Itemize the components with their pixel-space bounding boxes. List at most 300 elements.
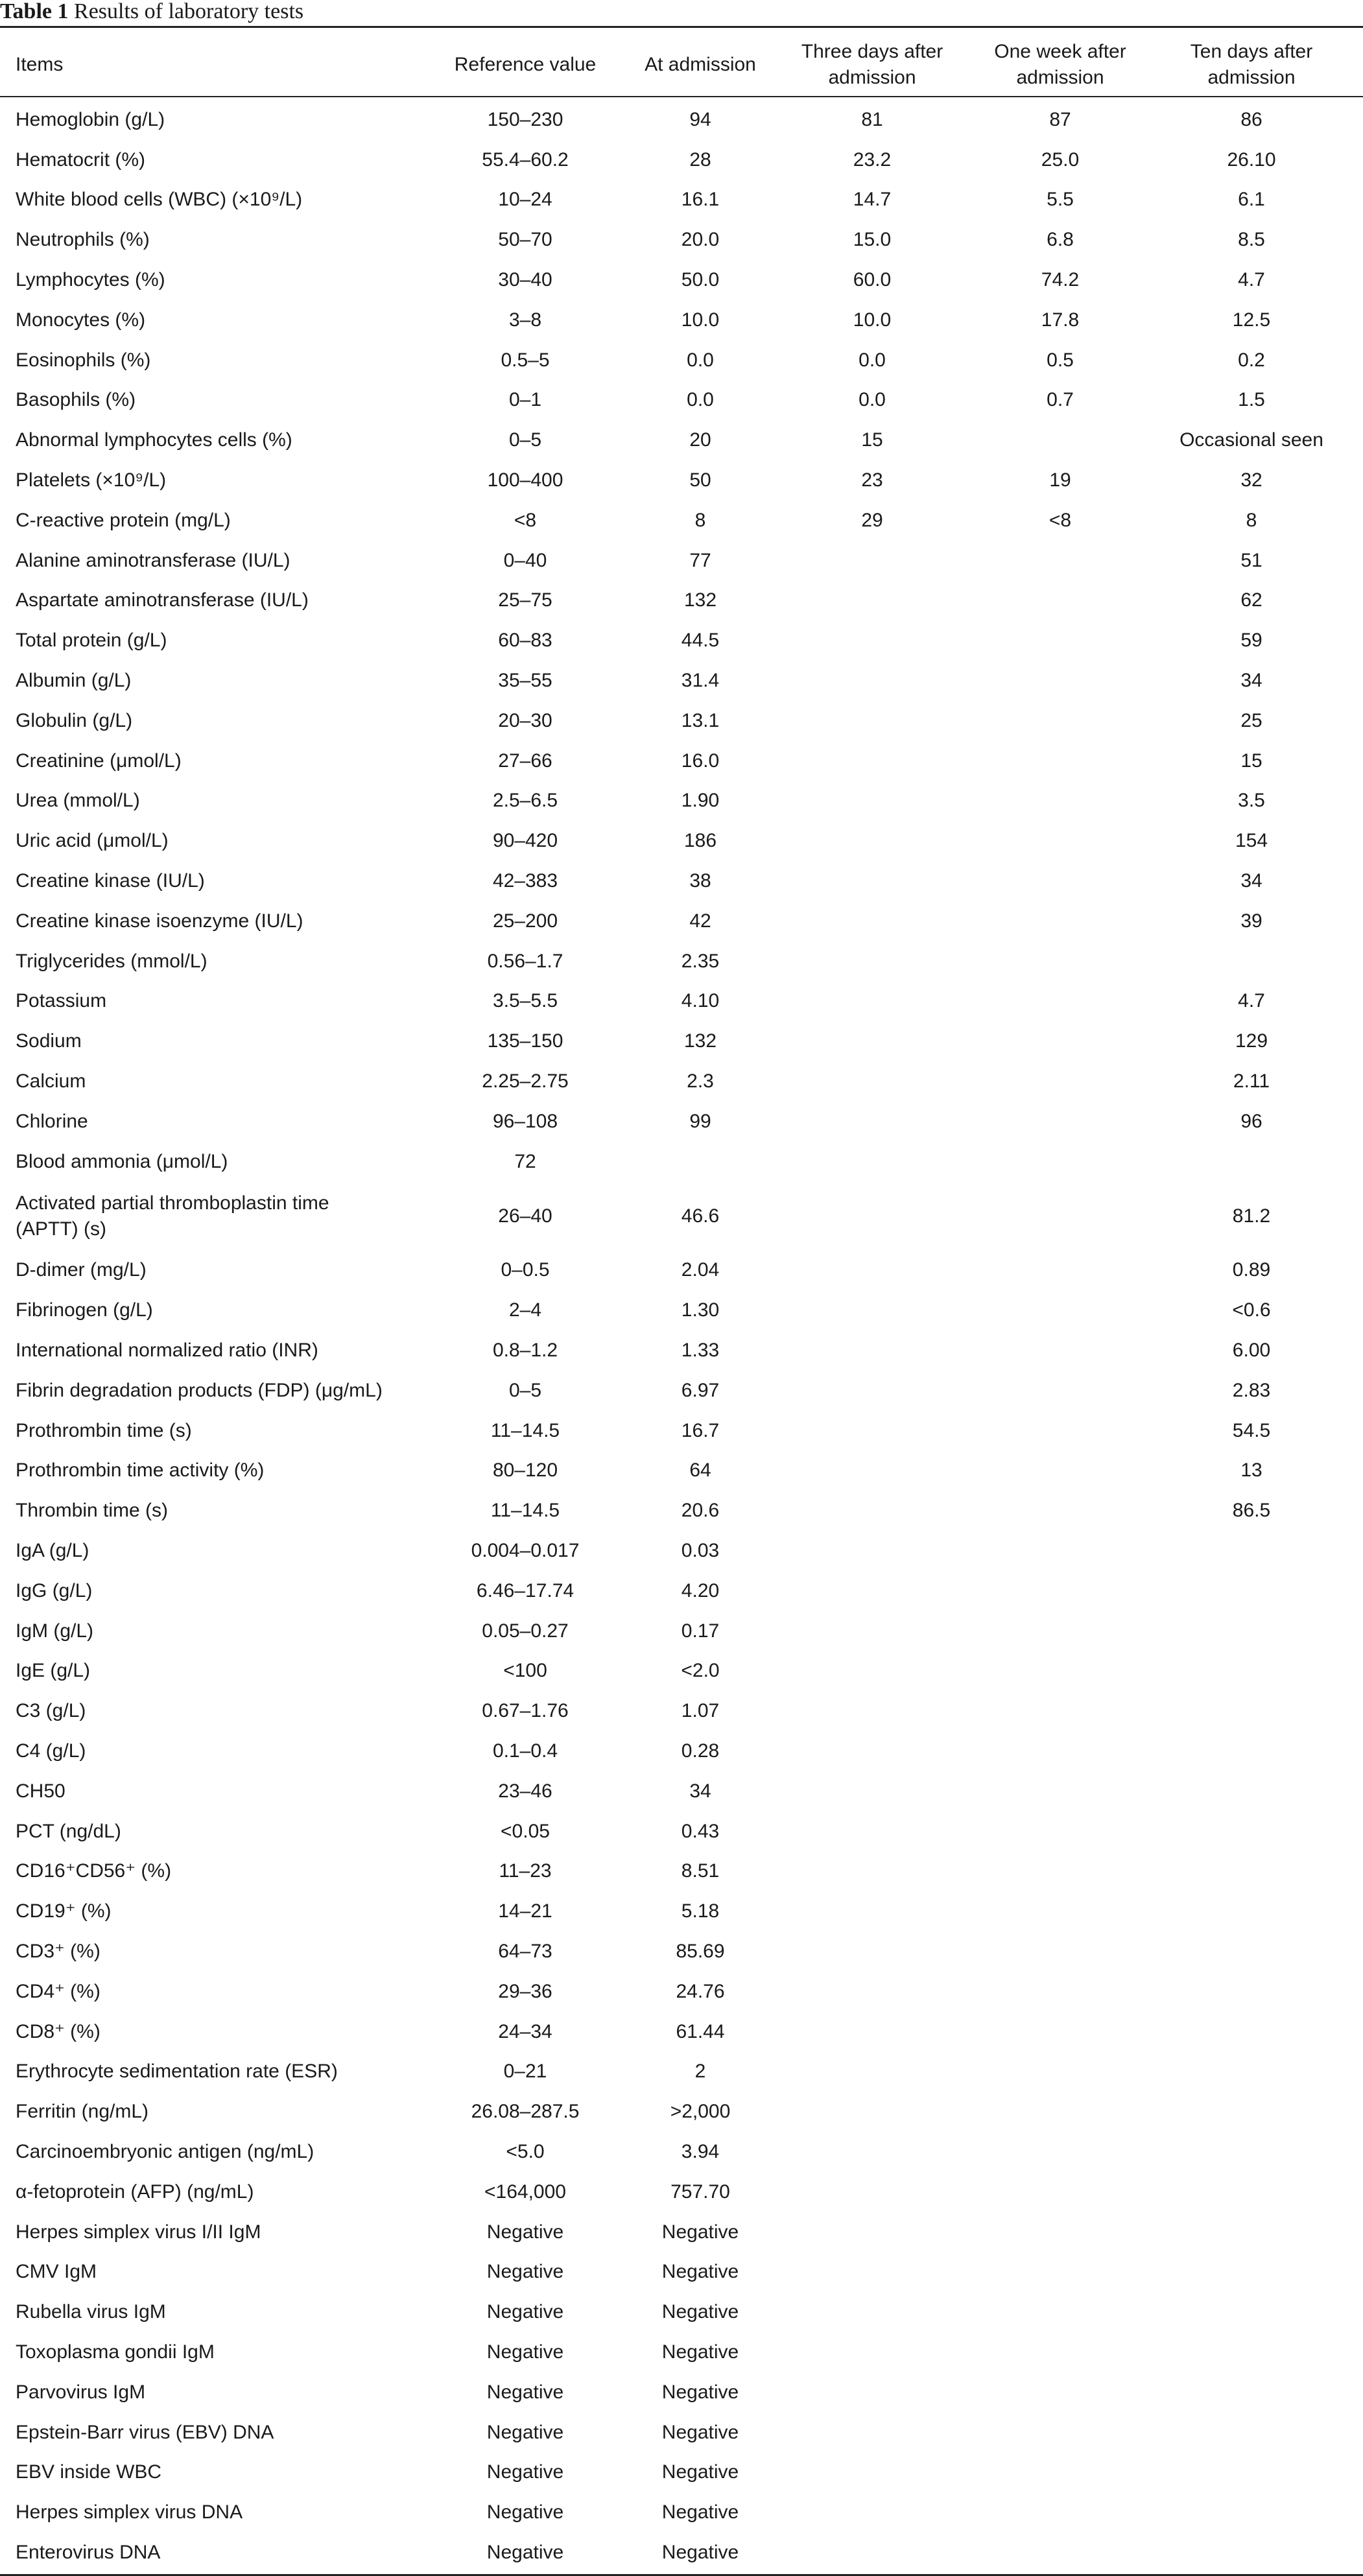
header-reference-value xyxy=(428,35,622,95)
cell-admission: 2.3 xyxy=(687,1070,714,1093)
cell-reference: 29–36 xyxy=(498,1980,552,2002)
cell-ten-days: 96 xyxy=(1240,1110,1262,1132)
cell-admission: 24.76 xyxy=(676,1980,725,2002)
cell-one-week xyxy=(966,1852,1154,1892)
cell-admission: 16.1 xyxy=(681,189,720,211)
cell-one-week: 6.8 xyxy=(1047,229,1074,251)
table-row xyxy=(0,2332,1363,2372)
cell-one-week xyxy=(966,781,1154,821)
cell-three-days xyxy=(778,982,966,1022)
cell-admission: Negative xyxy=(661,2221,739,2243)
cell-reference: 0.5–5 xyxy=(501,349,550,371)
table-title: Results of laboratory tests xyxy=(74,0,304,23)
table-row xyxy=(0,1771,1363,1812)
cell-reference: Negative xyxy=(486,2221,564,2243)
table-row xyxy=(0,1451,1363,1491)
cell-three-days xyxy=(778,1852,966,1892)
cell-three-days xyxy=(778,2092,966,2132)
cell-three-days xyxy=(778,1891,966,1932)
table-row xyxy=(0,2212,1363,2252)
cell-one-week xyxy=(966,1491,1154,1531)
cell-ten-days: 34 xyxy=(1240,870,1262,892)
cell-ten-days: 2.11 xyxy=(1233,1070,1270,1093)
cell-three-days xyxy=(778,581,966,621)
cell-item: Parvovirus IgM xyxy=(16,2381,146,2403)
cell-ten-days: 154 xyxy=(1235,830,1268,852)
cell-reference: 23–46 xyxy=(498,1780,552,1802)
header-line: admission xyxy=(1016,67,1104,88)
cell-item: CD4⁺ (%) xyxy=(16,1980,101,2002)
cell-one-week xyxy=(966,1932,1154,1972)
cell-reference: 26–40 xyxy=(498,1205,552,1227)
table-row xyxy=(0,300,1363,340)
header-items xyxy=(16,35,405,95)
cell-item: IgM (g/L) xyxy=(16,1620,94,1642)
cell-one-week xyxy=(966,581,1154,621)
cell-ten-days xyxy=(1154,1972,1349,2012)
cell-item: Lymphocytes (%) xyxy=(16,269,165,291)
cell-admission: Negative xyxy=(661,2421,739,2443)
cell-item: Globulin (g/L) xyxy=(16,709,133,731)
cell-admission: 0.0 xyxy=(687,389,714,411)
cell-one-week xyxy=(966,1691,1154,1731)
cell-admission: 50 xyxy=(689,469,711,491)
cell-admission: 2 xyxy=(694,2061,706,2083)
cell-one-week xyxy=(966,420,1154,460)
cell-three-days xyxy=(778,2453,966,2493)
cell-reference: 60–83 xyxy=(498,630,552,652)
cell-one-week xyxy=(966,1371,1154,1411)
table-row xyxy=(0,1251,1363,1291)
cell-one-week xyxy=(966,1891,1154,1932)
cell-ten-days: 51 xyxy=(1240,549,1262,571)
cell-three-days: 15.0 xyxy=(853,229,892,251)
cell-one-week xyxy=(966,1102,1154,1142)
cell-reference: 11–14.5 xyxy=(490,1500,560,1522)
cell-one-week xyxy=(966,1731,1154,1771)
cell-reference: 25–200 xyxy=(492,910,558,932)
cell-ten-days xyxy=(1154,1142,1349,1182)
cell-three-days xyxy=(778,1290,966,1330)
table-row xyxy=(0,140,1363,180)
cell-admission: 186 xyxy=(683,830,717,852)
table-row xyxy=(0,1571,1363,1611)
cell-three-days: 23.2 xyxy=(853,148,892,171)
cell-admission: 28 xyxy=(689,148,711,171)
cell-admission: 8.51 xyxy=(681,1860,720,1882)
cell-admission: Negative xyxy=(661,2341,739,2363)
cell-three-days: 29 xyxy=(861,509,883,531)
table-row xyxy=(0,821,1363,861)
cell-admission: Negative xyxy=(661,2381,739,2403)
cell-admission: 8 xyxy=(694,509,706,531)
cell-ten-days xyxy=(1154,2252,1349,2293)
cell-admission: Negative xyxy=(661,2261,739,2283)
cell-item: CH50 xyxy=(16,1780,65,1802)
cell-ten-days: 2.83 xyxy=(1232,1379,1271,1401)
cell-admission: 3.94 xyxy=(681,2141,720,2163)
cell-three-days xyxy=(778,620,966,661)
cell-item: Prothrombin time activity (%) xyxy=(16,1459,265,1482)
cell-reference: Negative xyxy=(486,2381,564,2403)
cell-admission: 1.90 xyxy=(681,790,720,812)
cell-item: Abnormal lymphocytes cells (%) xyxy=(16,429,292,451)
cell-three-days xyxy=(778,1731,966,1771)
cell-one-week xyxy=(966,541,1154,581)
cell-item: Uric acid (μmol/L) xyxy=(16,830,169,852)
cell-item: Rubella virus IgM xyxy=(16,2301,166,2323)
cell-three-days xyxy=(778,1611,966,1651)
table-row xyxy=(0,340,1363,381)
cell-admission: 10.0 xyxy=(681,309,720,331)
cell-reference: 0.05–0.27 xyxy=(482,1620,569,1642)
cell-three-days xyxy=(778,2372,966,2413)
cell-admission: 77 xyxy=(689,549,711,571)
cell-three-days xyxy=(778,1142,966,1182)
cell-one-week: 5.5 xyxy=(1047,189,1074,211)
cell-item: Basophils (%) xyxy=(16,389,136,411)
cell-reference: <164,000 xyxy=(484,2180,566,2203)
cell-admission: 42 xyxy=(689,910,711,932)
cell-admission: Negative xyxy=(661,2501,739,2523)
cell-item: Eosinophils (%) xyxy=(16,349,151,371)
cell-one-week xyxy=(966,901,1154,941)
cell-three-days xyxy=(778,1182,966,1251)
cell-item: Chlorine xyxy=(16,1110,88,1132)
cell-one-week: 25.0 xyxy=(1041,148,1080,171)
cell-ten-days: 4.7 xyxy=(1238,990,1265,1012)
cell-ten-days: 25 xyxy=(1240,709,1262,731)
cell-reference: 50–70 xyxy=(498,229,552,251)
table-row xyxy=(0,620,1363,661)
cell-reference: 0–5 xyxy=(508,1379,542,1401)
cell-admission: Negative xyxy=(661,2301,739,2323)
cell-admission: <2.0 xyxy=(681,1660,720,1682)
cell-admission: 16.0 xyxy=(681,750,720,772)
cell-reference: 24–34 xyxy=(498,2020,552,2042)
cell-item: Neutrophils (%) xyxy=(16,229,150,251)
cell-ten-days xyxy=(1154,2012,1349,2052)
cell-reference: 11–14.5 xyxy=(490,1419,560,1441)
cell-three-days xyxy=(778,1531,966,1571)
cell-reference: 26.08–287.5 xyxy=(471,2101,580,2123)
cell-one-week xyxy=(966,661,1154,701)
table-row xyxy=(0,1812,1363,1852)
cell-three-days xyxy=(778,1972,966,2012)
cell-admission: 0.0 xyxy=(687,349,714,371)
cell-one-week xyxy=(966,2413,1154,2453)
cell-admission: 0.43 xyxy=(681,1820,720,1842)
cell-ten-days: 54.5 xyxy=(1232,1419,1271,1441)
header-line: Three days after xyxy=(801,41,943,62)
cell-ten-days: 13 xyxy=(1240,1459,1262,1482)
cell-three-days: 0.0 xyxy=(859,349,886,371)
cell-reference: 0–5 xyxy=(508,429,542,451)
cell-reference: 96–108 xyxy=(492,1110,558,1132)
cell-reference: <100 xyxy=(503,1660,547,1682)
cell-one-week xyxy=(966,1451,1154,1491)
cell-item: Activated partial thromboplastin time (APTT) (s) xyxy=(16,1192,329,1240)
cell-admission: 4.20 xyxy=(681,1579,720,1601)
cell-reference: 0–1 xyxy=(508,389,542,411)
cell-reference: 0.67–1.76 xyxy=(482,1700,569,1722)
cell-ten-days xyxy=(1154,2332,1349,2372)
cell-item: Creatine kinase isoenzyme (IU/L) xyxy=(16,910,303,932)
cell-reference: Negative xyxy=(486,2421,564,2443)
table-row xyxy=(0,2492,1363,2533)
cell-admission: 6.97 xyxy=(681,1379,720,1401)
cell-admission: 34 xyxy=(689,1780,711,1802)
cell-three-days: 60.0 xyxy=(853,269,892,291)
cell-reference: 72 xyxy=(514,1150,536,1172)
table-row xyxy=(0,1651,1363,1692)
cell-ten-days: 86.5 xyxy=(1232,1500,1271,1522)
table-row xyxy=(0,1102,1363,1142)
cell-reference: <5.0 xyxy=(506,2141,545,2163)
cell-three-days xyxy=(778,1771,966,1812)
cell-three-days xyxy=(778,1021,966,1061)
cell-one-week xyxy=(966,1061,1154,1102)
cell-three-days xyxy=(778,1330,966,1371)
cell-item: Total protein (g/L) xyxy=(16,630,167,652)
cell-item: CMV IgM xyxy=(16,2261,97,2283)
cell-item: IgA (g/L) xyxy=(16,1540,89,1562)
table-row xyxy=(0,1932,1363,1972)
table-row xyxy=(0,1531,1363,1571)
cell-one-week xyxy=(966,1771,1154,1812)
cell-one-week xyxy=(966,2372,1154,2413)
table-row xyxy=(0,420,1363,460)
cell-admission: 5.18 xyxy=(681,1900,720,1922)
cell-reference: 0.004–0.017 xyxy=(471,1540,580,1562)
cell-admission: 20 xyxy=(689,429,711,451)
cell-three-days xyxy=(778,2132,966,2172)
cell-one-week xyxy=(966,982,1154,1022)
table-row xyxy=(0,1731,1363,1771)
header-line: One week after xyxy=(994,41,1126,62)
cell-reference: 0.1–0.4 xyxy=(492,1740,558,1762)
cell-one-week xyxy=(966,2332,1154,2372)
cell-ten-days: 1.5 xyxy=(1238,389,1265,411)
cell-admission: 16.7 xyxy=(681,1419,720,1441)
cell-ten-days: 26.10 xyxy=(1227,148,1276,171)
table-row xyxy=(0,861,1363,901)
cell-three-days xyxy=(778,1691,966,1731)
cell-ten-days: 39 xyxy=(1240,910,1262,932)
cell-one-week xyxy=(966,2012,1154,2052)
table-row xyxy=(0,1852,1363,1892)
table-row xyxy=(0,1491,1363,1531)
cell-admission: 0.03 xyxy=(681,1540,720,1562)
cell-ten-days: Occasional seen xyxy=(1179,429,1323,451)
cell-one-week xyxy=(966,2252,1154,2293)
cell-one-week: 17.8 xyxy=(1041,309,1080,331)
cell-reference: 30–40 xyxy=(498,269,552,291)
cell-one-week xyxy=(966,1972,1154,2012)
cell-three-days xyxy=(778,2252,966,2293)
cell-item: PCT (ng/dL) xyxy=(16,1820,121,1842)
cell-item: Herpes simplex virus DNA xyxy=(16,2501,243,2523)
cell-ten-days xyxy=(1154,2212,1349,2252)
cell-one-week xyxy=(966,2212,1154,2252)
cell-reference: 27–66 xyxy=(498,750,552,772)
table-row xyxy=(0,460,1363,501)
table-row xyxy=(0,701,1363,741)
cell-reference: <0.05 xyxy=(501,1820,550,1842)
cell-reference: 2–4 xyxy=(508,1299,542,1321)
cell-reference: 0–0.5 xyxy=(501,1259,550,1281)
cell-item: Albumin (g/L) xyxy=(16,670,132,692)
cell-three-days xyxy=(778,1251,966,1291)
cell-admission: 1.30 xyxy=(681,1299,720,1321)
cell-item: Toxoplasma gondii IgM xyxy=(16,2341,215,2363)
cell-reference: 2.25–2.75 xyxy=(482,1070,569,1093)
header-one-week xyxy=(966,35,1154,95)
cell-admission: 20.6 xyxy=(681,1500,720,1522)
table-row xyxy=(0,180,1363,220)
cell-item: Hemoglobin (g/L) xyxy=(16,108,165,130)
table-row xyxy=(0,1972,1363,2012)
header-at-admission xyxy=(622,35,778,95)
cell-three-days xyxy=(778,2212,966,2252)
cell-one-week xyxy=(966,1251,1154,1291)
header-line: Items xyxy=(16,54,64,75)
table-row xyxy=(0,1371,1363,1411)
cell-ten-days xyxy=(1154,2172,1349,2212)
table-row xyxy=(0,1182,1363,1251)
cell-reference: 42–383 xyxy=(492,870,558,892)
cell-three-days xyxy=(778,1571,966,1611)
cell-admission: 50.0 xyxy=(681,269,720,291)
header-line: At admission xyxy=(645,54,756,75)
cell-reference: 64–73 xyxy=(498,1941,552,1963)
cell-three-days xyxy=(778,2052,966,2092)
cell-one-week xyxy=(966,2492,1154,2533)
cell-one-week xyxy=(966,741,1154,781)
cell-item: Monocytes (%) xyxy=(16,309,146,331)
cell-reference: 0–21 xyxy=(503,2061,547,2083)
cell-one-week xyxy=(966,1812,1154,1852)
cell-item: CD16⁺CD56⁺ (%) xyxy=(16,1860,172,1882)
cell-ten-days xyxy=(1154,2292,1349,2332)
cell-admission: >2,000 xyxy=(670,2101,731,2123)
cell-ten-days: 0.89 xyxy=(1232,1259,1271,1281)
cell-one-week xyxy=(966,2453,1154,2493)
cell-admission: Negative xyxy=(661,2461,739,2483)
table-row xyxy=(0,741,1363,781)
cell-item: Fibrin degradation products (FDP) (μg/mL) xyxy=(16,1379,383,1401)
cell-item: Aspartate aminotransferase (IU/L) xyxy=(16,589,309,611)
cell-ten-days: 12.5 xyxy=(1232,309,1271,331)
cell-three-days xyxy=(778,2332,966,2372)
cell-item: Sodium xyxy=(16,1030,82,1052)
cell-ten-days xyxy=(1154,1691,1349,1731)
cell-three-days: 0.0 xyxy=(859,389,886,411)
table-row xyxy=(0,1061,1363,1102)
table-row xyxy=(0,581,1363,621)
cell-admission: 0.28 xyxy=(681,1740,720,1762)
cell-reference: 135–150 xyxy=(487,1030,563,1052)
cell-ten-days: <0.6 xyxy=(1232,1299,1271,1321)
cell-ten-days: 86 xyxy=(1240,108,1262,130)
cell-admission: 94 xyxy=(689,108,711,130)
cell-three-days xyxy=(778,1491,966,1531)
cell-reference: 0–40 xyxy=(503,549,547,571)
cell-one-week xyxy=(966,1411,1154,1451)
cell-item: International normalized ratio (INR) xyxy=(16,1340,318,1362)
cell-admission: 1.33 xyxy=(681,1340,720,1362)
header-line: Ten days after xyxy=(1190,41,1313,62)
cell-ten-days: 8.5 xyxy=(1238,229,1265,251)
cell-item: Carcinoembryonic antigen (ng/mL) xyxy=(16,2141,314,2163)
cell-one-week: 74.2 xyxy=(1041,269,1080,291)
cell-ten-days: 3.5 xyxy=(1238,790,1265,812)
cell-reference: 3.5–5.5 xyxy=(492,990,558,1012)
cell-admission: 31.4 xyxy=(681,670,720,692)
cell-item: Hematocrit (%) xyxy=(16,148,146,171)
cell-admission: 20.0 xyxy=(681,229,720,251)
cell-admission: 38 xyxy=(689,870,711,892)
table-row xyxy=(0,2453,1363,2493)
table-row xyxy=(0,260,1363,300)
cell-three-days xyxy=(778,821,966,861)
cell-three-days xyxy=(778,2172,966,2212)
cell-reference: 11–23 xyxy=(499,1860,552,1882)
cell-ten-days xyxy=(1154,2052,1349,2092)
table-row xyxy=(0,1330,1363,1371)
table-label: Table 1 xyxy=(0,0,69,23)
cell-item: Alanine aminotransferase (IU/L) xyxy=(16,549,290,571)
cell-item: Thrombin time (s) xyxy=(16,1500,169,1522)
table-row xyxy=(0,1891,1363,1932)
cell-item: Epstein-Barr virus (EBV) DNA xyxy=(16,2421,274,2443)
cell-one-week: <8 xyxy=(1049,509,1072,531)
cell-ten-days: 62 xyxy=(1240,589,1262,611)
cell-one-week xyxy=(966,2092,1154,2132)
table-row xyxy=(0,1611,1363,1651)
cell-item: CD19⁺ (%) xyxy=(16,1900,112,1922)
cell-admission: 1.07 xyxy=(681,1700,720,1722)
cell-reference: <8 xyxy=(514,509,537,531)
table-row xyxy=(0,541,1363,581)
table-row xyxy=(0,2413,1363,2453)
cell-three-days xyxy=(778,741,966,781)
cell-admission: 132 xyxy=(683,1030,717,1052)
cell-reference: 80–120 xyxy=(492,1459,558,1482)
cell-reference: 90–420 xyxy=(492,830,558,852)
table-row xyxy=(0,2252,1363,2293)
cell-item: Fibrinogen (g/L) xyxy=(16,1299,153,1321)
cell-one-week xyxy=(966,2052,1154,2092)
cell-item: CD3⁺ (%) xyxy=(16,1941,101,1963)
cell-ten-days: 59 xyxy=(1240,630,1262,652)
cell-three-days: 15 xyxy=(861,429,883,451)
cell-item: C4 (g/L) xyxy=(16,1740,86,1762)
cell-one-week xyxy=(966,821,1154,861)
cell-three-days xyxy=(778,781,966,821)
cell-ten-days xyxy=(1154,2132,1349,2172)
cell-one-week xyxy=(966,2292,1154,2332)
table-row xyxy=(0,661,1363,701)
cell-ten-days xyxy=(1154,2492,1349,2533)
table-row xyxy=(0,2092,1363,2132)
cell-reference: 55.4–60.2 xyxy=(482,148,569,171)
cell-one-week xyxy=(966,1330,1154,1371)
table-row xyxy=(0,220,1363,260)
cell-three-days: 14.7 xyxy=(853,189,892,211)
table-row xyxy=(0,2172,1363,2212)
cell-ten-days xyxy=(1154,1932,1349,1972)
